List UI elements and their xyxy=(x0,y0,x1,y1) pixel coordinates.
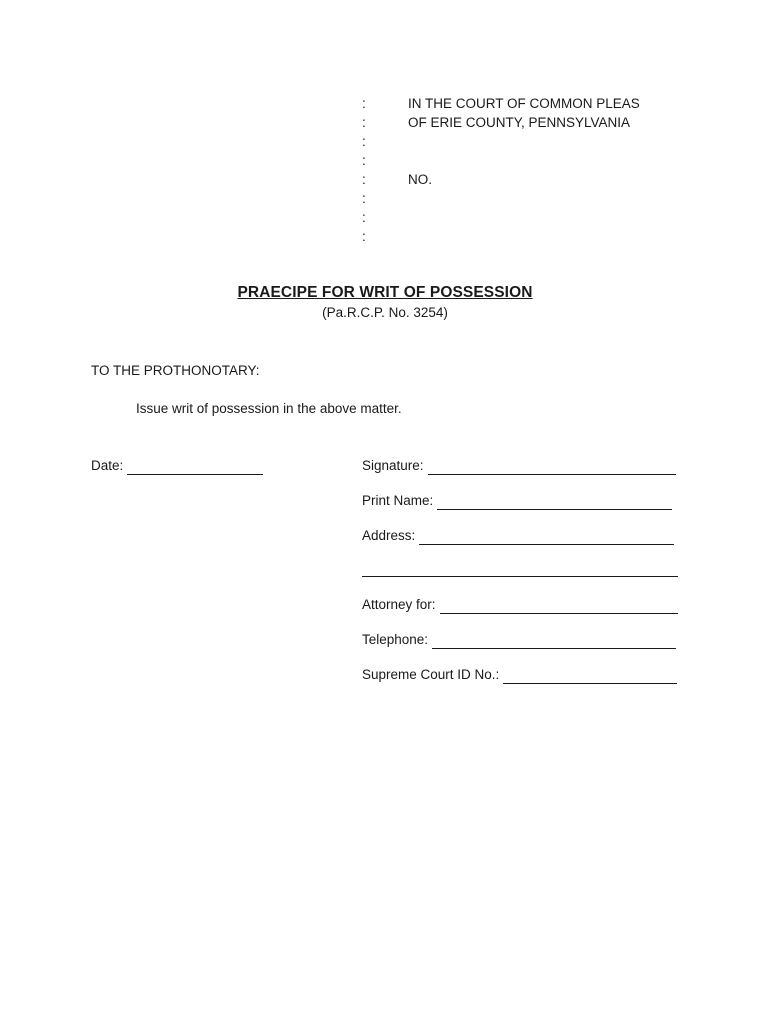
attorney-for-input-line[interactable] xyxy=(440,598,678,614)
date-input-line[interactable] xyxy=(127,459,263,475)
case-caption xyxy=(362,94,682,246)
caption-line xyxy=(362,132,682,151)
caption-line xyxy=(362,113,682,132)
signature-field xyxy=(362,456,676,476)
caption-colon: : xyxy=(362,134,366,149)
print-name-field xyxy=(362,491,672,511)
date-field xyxy=(91,456,263,476)
body-text: Issue writ of possession in the above matter. xyxy=(136,401,402,416)
case-number-label: NO. xyxy=(408,172,433,187)
address-field xyxy=(362,526,674,546)
signature-input-line[interactable] xyxy=(428,459,676,475)
caption-colon: : xyxy=(362,191,366,206)
address-second-line[interactable] xyxy=(362,576,678,577)
court-name-line-1: IN THE COURT OF COMMON PLEAS xyxy=(408,96,640,111)
caption-colon: : xyxy=(362,96,366,111)
signature-label: Signature: xyxy=(362,458,424,473)
caption-line xyxy=(362,151,682,170)
attorney-for-label: Attorney for: xyxy=(362,597,436,612)
supreme-court-id-input-line[interactable] xyxy=(503,668,677,684)
addressee: TO THE PROTHONOTARY: xyxy=(91,363,260,378)
caption-colon: : xyxy=(362,115,366,130)
print-name-label: Print Name: xyxy=(362,493,434,508)
telephone-label: Telephone: xyxy=(362,632,429,647)
rule-citation: (Pa.R.C.P. No. 3254) xyxy=(322,305,448,320)
caption-colon: : xyxy=(362,153,366,168)
caption-colon: : xyxy=(362,172,366,187)
caption-line xyxy=(362,170,682,189)
address-label: Address: xyxy=(362,528,416,543)
print-name-input-line[interactable] xyxy=(437,494,672,510)
caption-colon: : xyxy=(362,229,366,244)
court-name-line-2: OF ERIE COUNTY, PENNSYLVANIA xyxy=(408,115,631,130)
caption-line xyxy=(362,189,682,208)
caption-line xyxy=(362,208,682,227)
supreme-court-id-field xyxy=(362,665,677,685)
telephone-input-line[interactable] xyxy=(432,633,676,649)
caption-line xyxy=(362,94,682,113)
caption-colon: : xyxy=(362,210,366,225)
telephone-field xyxy=(362,630,676,650)
date-label: Date: xyxy=(91,458,124,473)
document-title: PRAECIPE FOR WRIT OF POSSESSION xyxy=(237,284,533,301)
attorney-for-field xyxy=(362,595,678,615)
caption-line xyxy=(362,227,682,246)
address-input-line[interactable] xyxy=(419,529,674,545)
supreme-court-id-label: Supreme Court ID No.: xyxy=(362,667,500,682)
